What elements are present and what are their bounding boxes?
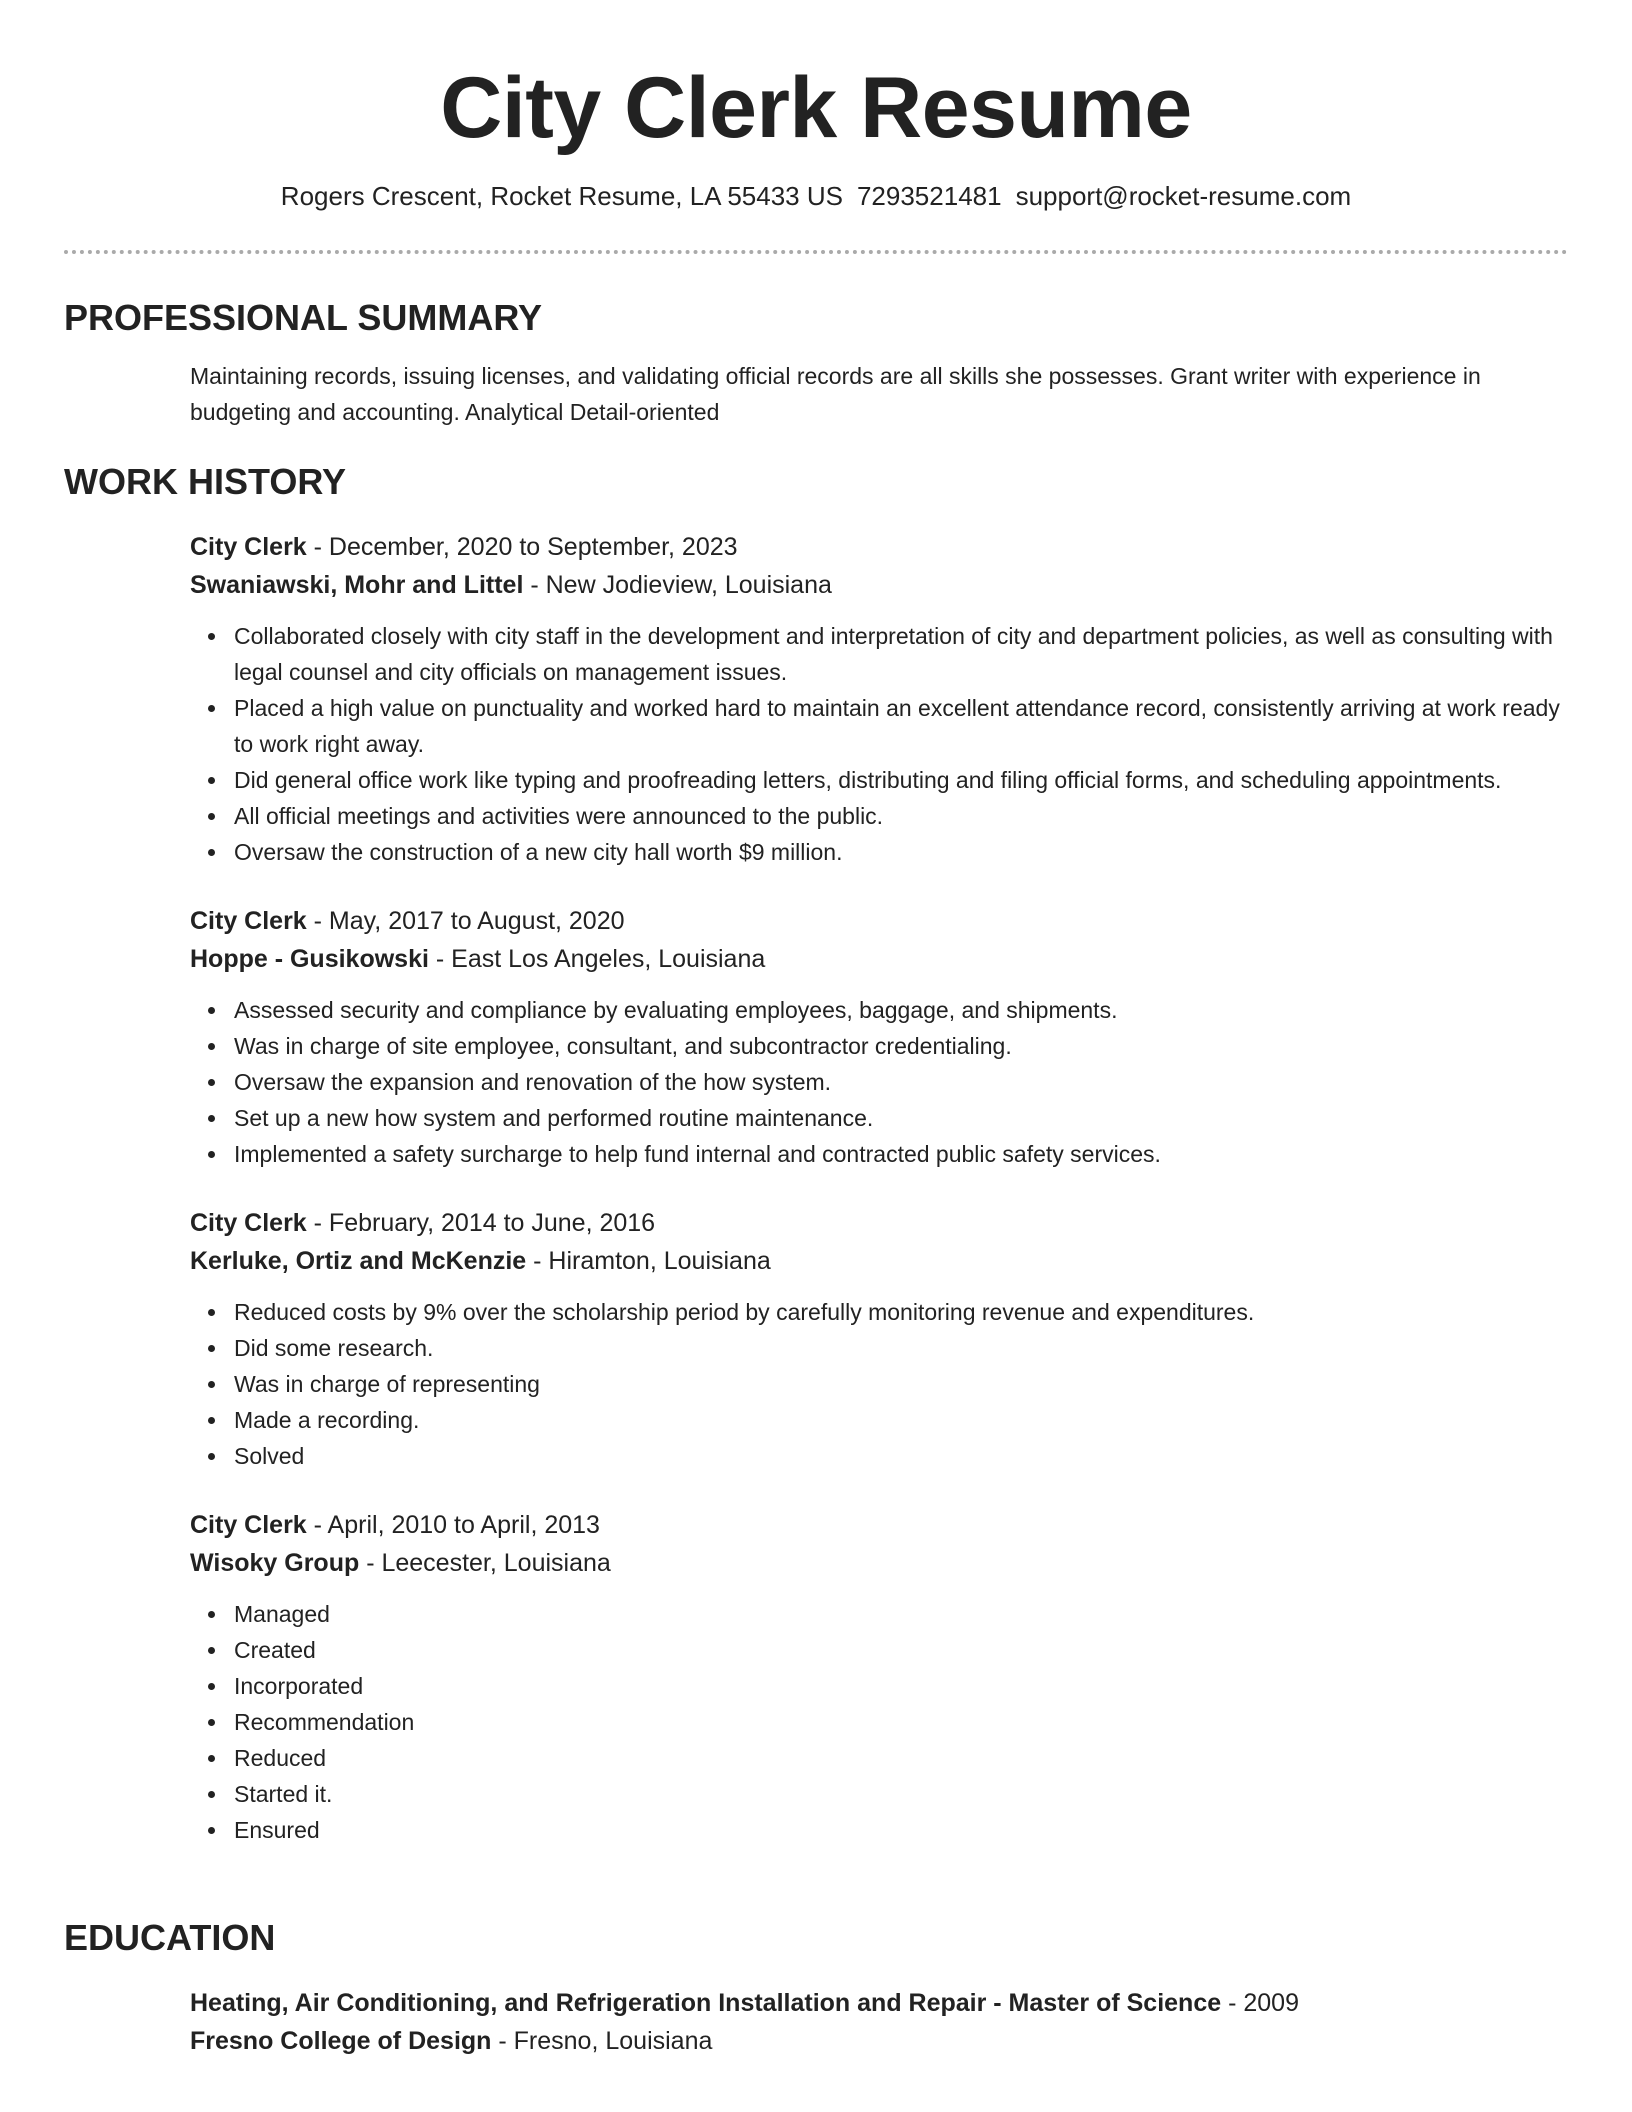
- job-bullet: Set up a new how system and performed routine maintenance.: [234, 1100, 1568, 1136]
- job-company: Swaniawski, Mohr and Littel: [190, 571, 524, 599]
- job-bullets: [190, 1596, 1568, 1848]
- education-degree-line: [190, 1984, 1568, 2022]
- job-bullet: Oversaw the construction of a new city hall worth $9 million.: [234, 834, 1568, 870]
- job-entry: [190, 1506, 1568, 1848]
- education-school: Fresno College of Design: [190, 2027, 492, 2055]
- education-degree: Heating, Air Conditioning, and Refrigeration Installation and Repair - Master of Science: [190, 1989, 1222, 2017]
- education-year: - 2009: [1221, 1989, 1299, 2017]
- job-bullet: Recommendation: [234, 1704, 1568, 1740]
- education-school-line: [190, 2022, 1568, 2060]
- education-heading: EDUCATION: [64, 1917, 276, 1958]
- job-bullet: Reduced costs by 9% over the scholarship period by carefully monitoring revenue and expenditures.: [234, 1294, 1568, 1330]
- job-title: City Clerk: [190, 1209, 307, 1237]
- job-bullet: Made a recording.: [234, 1402, 1568, 1438]
- contact-address: Rogers Crescent, Rocket Resume, LA 55433 US: [280, 181, 843, 211]
- job-company-line: [190, 1242, 1568, 1280]
- job-bullet: Was in charge of representing: [234, 1366, 1568, 1402]
- contact-line: [64, 180, 1568, 212]
- job-bullets: [190, 1294, 1568, 1474]
- job-title: City Clerk: [190, 533, 307, 561]
- job-company-line: [190, 940, 1568, 978]
- jobs-list: [190, 528, 1568, 1848]
- education-location: - Fresno, Louisiana: [491, 2027, 713, 2055]
- job-dates: - December, 2020 to September, 2023: [306, 533, 738, 561]
- job-company-line: [190, 566, 1568, 604]
- job-location: - New Jodieview, Louisiana: [523, 571, 832, 599]
- job-bullet: Placed a high value on punctuality and worked hard to maintain an excellent attendance record, consistently arriving at work ready to work right away.: [234, 690, 1568, 762]
- job-bullets: [190, 618, 1568, 870]
- job-title-line: [190, 1506, 1568, 1544]
- job-entry: [190, 528, 1568, 870]
- job-company: Kerluke, Ortiz and McKenzie: [190, 1247, 527, 1275]
- job-entry: [190, 1204, 1568, 1474]
- job-bullet: Created: [234, 1632, 1568, 1668]
- job-bullet: Managed: [234, 1596, 1568, 1632]
- education-section: [64, 1916, 1568, 2060]
- job-dates: - April, 2010 to April, 2013: [306, 1511, 600, 1539]
- job-entry: [190, 902, 1568, 1172]
- job-title: City Clerk: [190, 907, 307, 935]
- job-dates: - February, 2014 to June, 2016: [306, 1209, 656, 1237]
- job-bullet: Ensured: [234, 1812, 1568, 1848]
- job-company: Hoppe - Gusikowski: [190, 945, 429, 973]
- work-history-heading: WORK HISTORY: [64, 461, 347, 502]
- job-location: - East Los Angeles, Louisiana: [428, 945, 766, 973]
- contact-email: support@rocket-resume.com: [1015, 181, 1352, 211]
- job-bullet: Incorporated: [234, 1668, 1568, 1704]
- job-title-line: [190, 1204, 1568, 1242]
- summary-section: [64, 296, 1568, 430]
- job-company-line: [190, 1544, 1568, 1582]
- job-bullet: Assessed security and compliance by evaluating employees, baggage, and shipments.: [234, 992, 1568, 1028]
- job-bullets: [190, 992, 1568, 1172]
- job-bullet: All official meetings and activities were announced to the public.: [234, 798, 1568, 834]
- job-title: City Clerk: [190, 1511, 307, 1539]
- job-bullet: Was in charge of site employee, consultant, and subcontractor credentialing.: [234, 1028, 1568, 1064]
- job-dates: - May, 2017 to August, 2020: [306, 907, 625, 935]
- summary-heading: PROFESSIONAL SUMMARY: [64, 297, 543, 338]
- job-bullet: Did some research.: [234, 1330, 1568, 1366]
- header-divider: [64, 250, 1568, 254]
- work-history-section: [64, 460, 1568, 1848]
- job-bullet: Solved: [234, 1438, 1568, 1474]
- summary-text: Maintaining records, issuing licenses, and validating official records are all skills she possesses. Grant writer with experience in budgeting and accounting. Analytical Detail-oriented: [190, 363, 1481, 425]
- job-bullet: Started it.: [234, 1776, 1568, 1812]
- job-bullet: Reduced: [234, 1740, 1568, 1776]
- job-company: Wisoky Group: [190, 1549, 360, 1577]
- job-bullet: Oversaw the expansion and renovation of the how system.: [234, 1064, 1568, 1100]
- job-bullet: Did general office work like typing and proofreading letters, distributing and filing official forms, and scheduling appointments.: [234, 762, 1568, 798]
- job-bullet: Collaborated closely with city staff in the development and interpretation of city and department policies, as well as consulting with legal counsel and city officials on management issues.: [234, 618, 1568, 690]
- job-title-line: [190, 902, 1568, 940]
- contact-phone: 7293521481: [856, 181, 1002, 211]
- education-entry: [190, 1984, 1568, 2060]
- resume-title: City Clerk Resume: [440, 60, 1192, 156]
- job-title-line: [190, 528, 1568, 566]
- job-location: - Hiramton, Louisiana: [526, 1247, 771, 1275]
- job-location: - Leecester, Louisiana: [359, 1549, 611, 1577]
- resume-page: [64, 0, 1568, 2055]
- job-bullet: Implemented a safety surcharge to help fund internal and contracted public safety services.: [234, 1136, 1568, 1172]
